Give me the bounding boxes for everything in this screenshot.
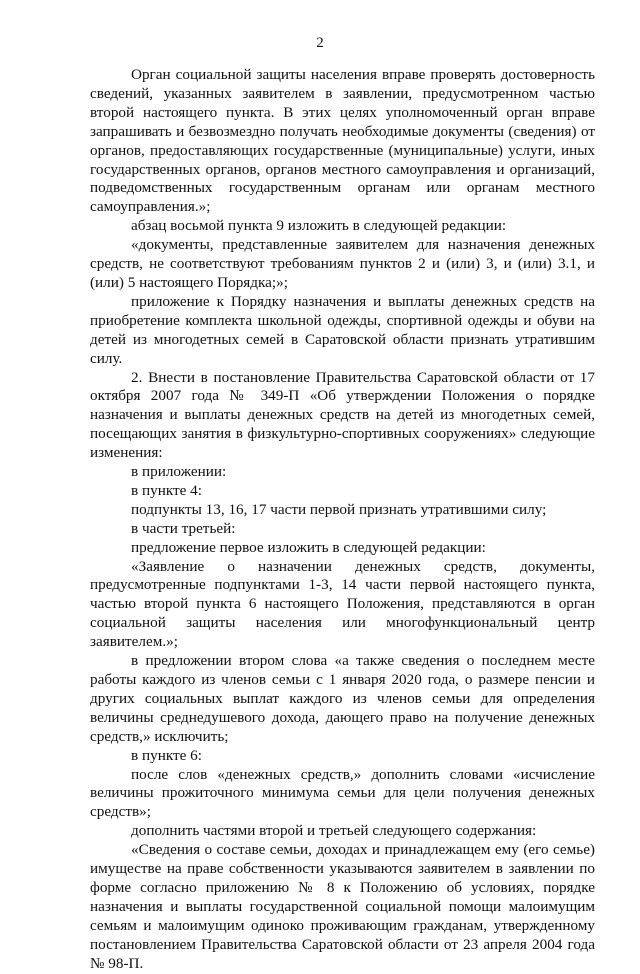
paragraph-add-parts: дополнить частями второй и третьей следующего содержания: — [131, 822, 537, 840]
paragraph-in-item-4: в пункте 4: — [131, 481, 202, 499]
paragraph-in-appendix: в приложении: — [131, 463, 227, 481]
paragraph-in-part-three: в части третьей: — [131, 519, 236, 537]
paragraph-appendix-repeal: приложение к Порядку назначения и выплаты денежных средств на приобретение комплекта школьной одежды, спортивной одежды и обуви на детей из многодетных семей в Саратовской области признать утратившим силу. — [90, 292, 595, 367]
paragraph-documents-noncompliance: «документы, представленные заявителем для назначения денежных средств, не соответствуют требованиям пунктов 2 и (или) 3, и (или) 3.1, и (или) 5 настоящего Порядка;»; — [90, 236, 595, 291]
paragraph-in-item-6: в пункте 6: — [131, 746, 202, 764]
paragraph-verification-rights: Орган социальной защиты населения вправе проверять достоверность сведений, указанных заявителем в заявлении, предусмотренном частью второй настоящего пункта. В этих целях уполномоченный орган вправе запрашивать и безвозмездно получать необходимые документы (сведения) от органов, предоставляющих государственные (муниципальные) услуги, иных государственных органов, органов местного самоуправления и организаций, подведомственных государственным органам или органам местного самоуправления.»; — [90, 66, 595, 216]
paragraph-application-quote: «Заявление о назначении денежных средств, документы, предусмотренные подпунктами 1-3, 14 части первой настоящего пункта, частью второй пункта 6 настоящего Положения, представляются в орган социальной защиты населения или многофункциональный центр заявителем.»; — [90, 557, 595, 651]
paragraph-second-sentence: в предложении втором слова «а также сведения о последнем месте работы каждого из членов семьи с 1 января 2020 года, о размере пенсии и других социальных выплат каждого из членов семьи для определения величины среднедушевого дохода, дающего право на получение денежных средств,» исключить; — [90, 652, 595, 745]
paragraph-first-sentence: предложение первое изложить в следующей редакции: — [131, 538, 486, 556]
page-number: 2 — [316, 35, 324, 51]
paragraph-family-composition: «Сведения о составе семьи, доходах и принадлежащем ему (его семье) имуществе на праве собственности указываются заявителем в заявлении по форме согласно приложению № 8 к Положению об условиях, порядке назначения и выплаты государственной социальной помощи малоимущим семьям и малоимущим одиноко проживающим гражданам, утвержденному постановлением Правительства Саратовской области от 23 апреля 2004 года № 98-П. — [90, 841, 595, 972]
paragraph-subitems-repeal: подпункты 13, 16, 17 части первой признать утратившими силу; — [131, 500, 547, 518]
document-body — [90, 66, 595, 974]
paragraph-resolution-349p: 2. Внести в постановление Правительства Саратовской области от 17 октября 2007 года № 349-П «Об утверждении Положения о порядке назначения и выплаты денежных средств на детей из многодетных семей, посещающих занятия в физкультурно-спортивных сооружениях» следующие изменения: — [90, 368, 595, 462]
paragraph-amend-item-9: абзац восьмой пункта 9 изложить в следующей редакции: — [131, 217, 507, 235]
paragraph-subsistence-minimum: после слов «денежных средств,» дополнить словами «исчисление величины прожиточного минимума семьи для цели получения денежных средств»; — [90, 765, 595, 821]
